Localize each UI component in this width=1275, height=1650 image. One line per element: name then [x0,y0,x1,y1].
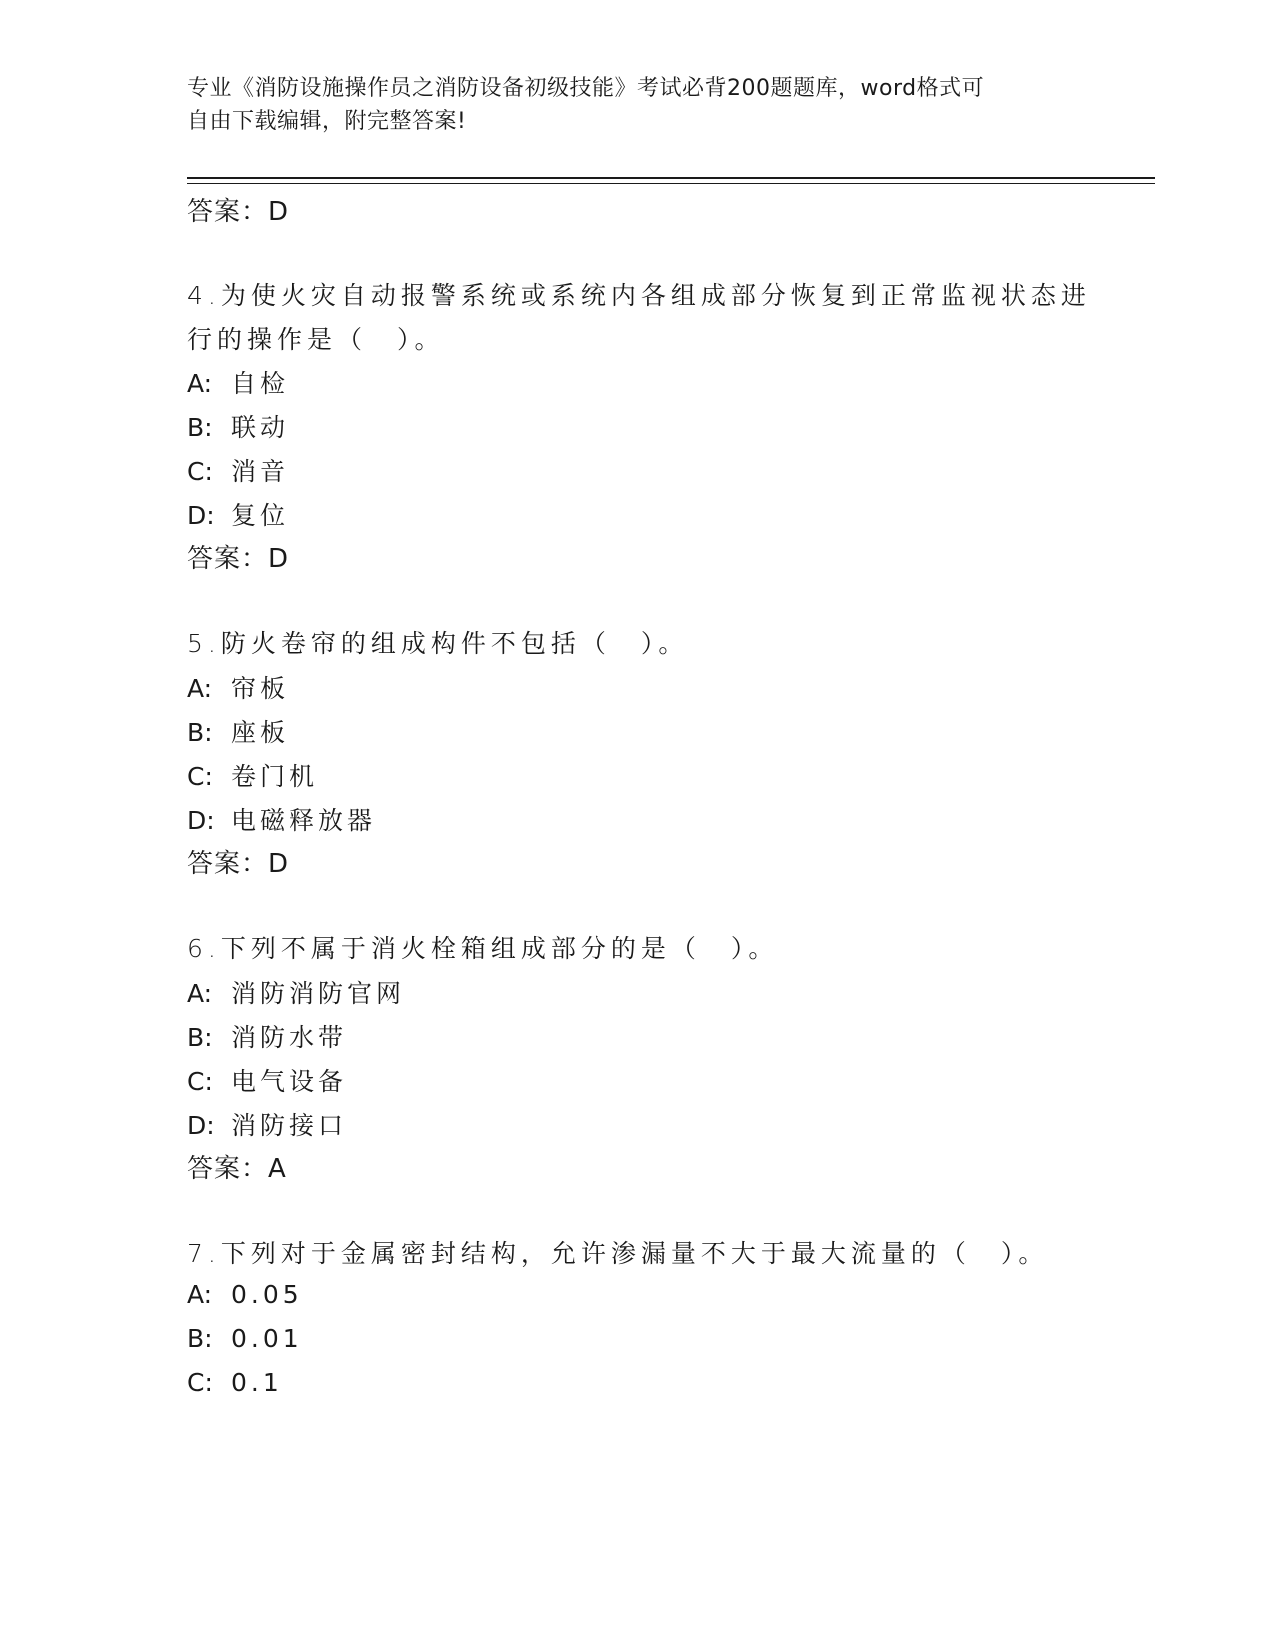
q5-option-c-text: 卷门机 [231,762,319,791]
q4-option-a-text: 自检 [231,369,290,398]
q5-option-a-label: A: [187,674,213,703]
q6-option-a-label: A: [187,979,213,1008]
q6-option-b [187,1018,347,1054]
q4-option-a [187,364,289,400]
question-7-line-1: 7.下列对于金属密封结构，允许渗漏量不大于最大流量的（ ）。 [187,1239,1049,1268]
question-6-line-1: 6.下列不属于消火栓箱组成部分的是（ ）。 [187,934,779,963]
q5-option-d-label: D: [187,806,215,835]
header-line-1: 专业《消防设施操作员之消防设备初级技能》考试必背200题题库，word格式可 [187,76,985,101]
answer-q5: 答案：D [187,849,290,879]
q7-option-a-label: A: [187,1280,213,1309]
q5-option-d-text: 电磁释放器 [231,806,377,835]
question-5-line-1: 5.防火卷帘的组成构件不包括（ ）。 [187,629,689,658]
q5-option-b-text: 座板 [231,718,290,747]
q7-option-c-text: 0.1 [231,1368,283,1397]
q5-option-b [187,713,289,749]
q5-option-c [187,757,318,793]
document-header [187,72,1067,138]
q6-option-a-text: 消防消防官网 [231,979,406,1008]
q4-option-b-text: 联动 [231,413,290,442]
q7-option-c-label: C: [187,1368,213,1397]
q6-option-d-label: D: [187,1111,215,1140]
question-4-line-2: 行的操作是（ ）。 [187,325,445,354]
answer-q6: 答案：A [187,1154,287,1184]
q6-option-b-text: 消防水带 [231,1023,348,1052]
q6-option-d-text: 消防接口 [231,1111,348,1140]
header-divider-thick [187,177,1155,179]
q5-option-b-label: B: [187,718,213,747]
q7-option-b-text: 0.01 [231,1324,303,1353]
q5-option-d [187,801,376,837]
q6-option-d [187,1106,347,1142]
q7-option-a-text: 0.05 [231,1280,303,1309]
answer-q4: 答案：D [187,544,290,574]
q4-option-a-label: A: [187,369,213,398]
q6-option-b-label: B: [187,1023,213,1052]
header-line-2: 自由下载编辑，附完整答案! [187,109,467,134]
q7-option-b [187,1324,303,1353]
question-4-line-1: 4.为使火灾自动报警系统或系统内各组成部分恢复到正常监视状态进 [187,281,1091,310]
q4-option-b [187,408,289,444]
q6-option-c [187,1062,347,1098]
q4-option-c-label: C: [187,457,213,486]
q4-option-d-text: 复位 [231,501,290,530]
q5-option-a [187,669,289,705]
q5-option-c-label: C: [187,762,213,791]
q4-option-d-label: D: [187,501,215,530]
q6-option-c-label: C: [187,1067,213,1096]
q4-option-c [187,452,289,488]
q7-option-a [187,1280,303,1309]
answer-q3: 答案：D [187,197,290,227]
q6-option-c-text: 电气设备 [231,1067,348,1096]
header-divider-thin [187,183,1155,184]
q6-option-a [187,974,405,1010]
q4-option-b-label: B: [187,413,213,442]
q4-option-d [187,496,289,532]
q5-option-a-text: 帘板 [231,674,290,703]
q4-option-c-text: 消音 [231,457,290,486]
q7-option-b-label: B: [187,1324,213,1353]
q7-option-c [187,1368,283,1397]
